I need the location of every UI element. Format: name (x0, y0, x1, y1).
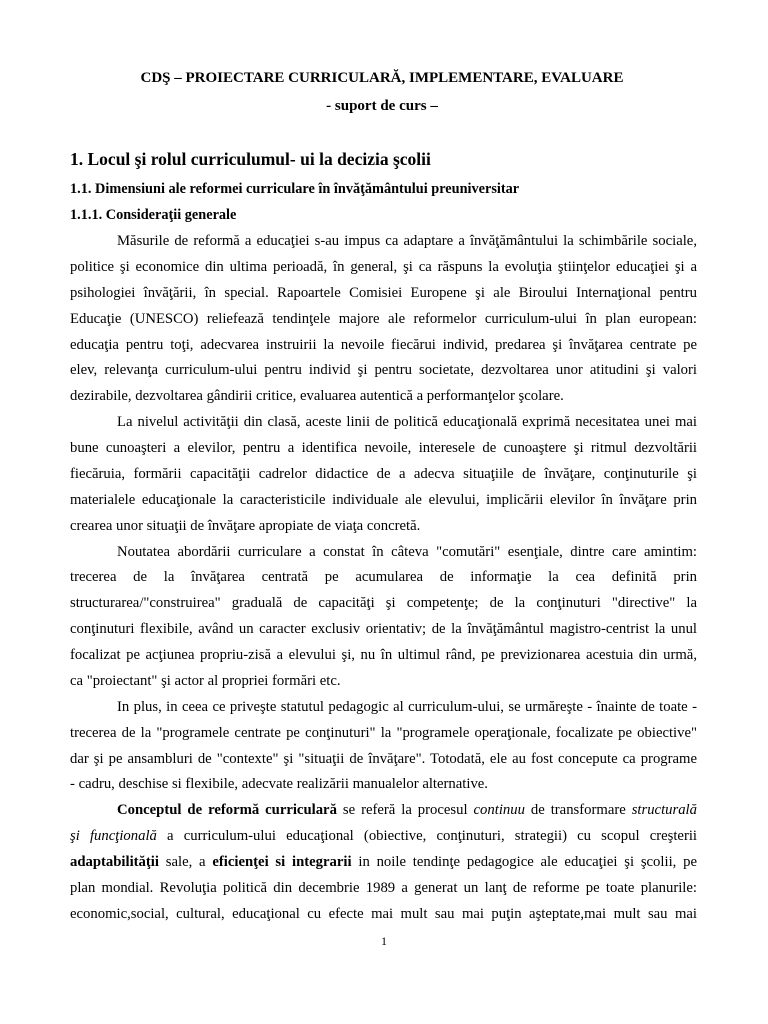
italic-text: şi funcţională (70, 828, 157, 845)
text-line (70, 436, 697, 462)
text-line (70, 772, 697, 798)
text-segment: Măsurile de reformă a educaţiei s-au impus ca adaptare a învăţământului la schimbările sociale, (117, 233, 697, 249)
text-segment: economic,social, cultural, educaţional cu efecte mai mult sau mai puţin aşteptate,mai mult sau mai (70, 905, 697, 922)
text-line (70, 747, 697, 773)
body-text (70, 229, 697, 928)
text-segment: In plus, in ceea ce priveşte statutul pedagogic al curriculum-ului, se urmăreşte - înainte de toate - (117, 698, 697, 715)
italic-text: continuu (473, 802, 525, 819)
text-line (70, 798, 697, 824)
text-segment: structurarea/"construirea" graduală de capacităţi şi competenţe; de la conţinuturi "directive" la (70, 595, 697, 612)
text-line (70, 462, 697, 488)
text-segment: a curriculum-ului educaţional (obiective, conţinuturi, strategii) cu scopul creşterii (156, 828, 697, 845)
text-segment: dezirabile, dezvoltarea gândirii critice, evaluarea autentică a performanţelor şcolare. (70, 388, 564, 405)
text-segment: focalizat pe acţiunea propriu-zisă a elevului şi, nu în ultimul rând, pe previzionarea acestuia din urmă, (70, 647, 697, 663)
text-line (70, 358, 697, 384)
text-line (70, 876, 697, 902)
text-segment: ca "proiectant" şi actor al propriei formări etc. (70, 672, 341, 689)
section-heading: 1. Locul şi rolul curriculumul- ui la decizia şcolii (70, 149, 431, 169)
text-line (70, 255, 697, 281)
text-line (70, 514, 697, 540)
text-segment: fiecăruia, formării capacităţii cadrelor didactice de a adecva situaţiile de învăţare, conţinuturile şi (70, 465, 697, 482)
text-line (70, 281, 697, 307)
text-segment: se referă la procesul (336, 802, 474, 819)
text-line (70, 333, 697, 359)
text-line (70, 824, 697, 850)
text-segment: bune cunoaşteri a elevilor, pentru a identifica nevoile, interesele de cunoaştere şi ritmul dezvoltării (70, 440, 697, 456)
text-line (70, 540, 697, 566)
paragraph (70, 229, 697, 410)
italic-text: structurală (631, 802, 697, 819)
text-segment: educaţia pentru toţi, adecvarea instruirii la nevoile fiecărui individ, predarea şi învăţarea centrate pe (70, 336, 697, 353)
document-subtitle: - suport de curs – (326, 98, 438, 114)
text-segment: plan mondial. Revoluţia politică din decembrie 1989 a generat un lanţ de reforme pe toate planurile: (70, 879, 697, 896)
text-line (70, 307, 697, 333)
subsection-heading: 1.1. Dimensiuni ale reformei curriculare în învăţământului preuniversitar (70, 181, 520, 197)
text-line (70, 850, 697, 876)
text-segment: crearea unor situaţii de învăţare apropiate de viaţa concretă. (70, 517, 421, 534)
text-line (70, 669, 697, 695)
text-segment: politice şi economice din ultima perioadă, în general, şi ca răspuns la evoluţia ştiinţelor educaţiei şi a (70, 258, 697, 275)
paragraph (70, 540, 697, 695)
paragraph (70, 410, 697, 539)
text-line (70, 721, 697, 747)
text-segment: Noutatea abordării curriculare a constat în câteva "comutări" esenţiale, dintre care amintim: (117, 543, 697, 560)
text-line (70, 643, 697, 669)
text-line (70, 229, 697, 255)
text-segment: sale, a (158, 854, 213, 870)
bold-text: eficienţei si integrarii (212, 854, 352, 870)
text-line (70, 902, 697, 928)
bold-text: adaptabilităţii (70, 854, 159, 870)
text-line (70, 565, 697, 591)
text-line (70, 410, 697, 436)
text-segment: dar şi pe ansambluri de "contexte" şi "situaţii de învăţare". Totodată, ele au fost concepute ca programe (70, 750, 697, 767)
text-line (70, 617, 697, 643)
text-segment: La nivelul activităţii din clasă, aceste linii de politică educaţională exprimă necesitatea unei mai (117, 414, 697, 431)
text-line (70, 695, 697, 721)
subsubsection-heading: 1.1.1. Consideraţii generale (70, 207, 237, 223)
paragraph (70, 798, 697, 927)
page-number: 1 (381, 934, 387, 948)
text-segment: materialele educaţionale la caracteristicile individuale ale elevului, implicării elevilor în învăţare prin (70, 491, 697, 508)
text-segment: - cadru, deschise si flexibile, adecvate realizării manualelor alternative. (70, 776, 488, 793)
text-segment: elev, relevanţa curriculum-ului pentru individ şi pentru societate, dezvoltarea unor atitudini şi valori (70, 362, 697, 379)
text-segment: trecerea de la învăţarea centrată pe acumularea de informaţie la cea definită prin (70, 569, 697, 586)
text-segment: conţinuturi flexibile, având un caracter exclusiv orientativ; de la învăţământul magistro-centrist la unul (70, 621, 697, 638)
text-line (70, 591, 697, 617)
bold-text: Conceptul de reformă curriculară (117, 802, 337, 819)
text-segment: de transformare (524, 802, 632, 819)
text-segment: in noile tendinţe pedagogice ale educaţiei şi şcolii, pe (351, 854, 697, 870)
text-line (70, 384, 697, 410)
text-segment: trecerea de la "programele centrate pe conţinuturi" la "programele operaţionale, focalizate pe obiective" (70, 724, 697, 741)
document-title: CDŞ – PROIECTARE CURRICULARĂ, IMPLEMENTARE, EVALUARE (140, 70, 624, 86)
text-segment: Educaţie (UNESCO) reliefează tendinţele majore ale reformelor curriculum-ului în plan european: (70, 310, 697, 327)
text-segment: psihologiei învăţării, în special. Rapoartele Comisiei Europene şi ale Biroului Internaţional pentru (70, 284, 697, 301)
text-line (70, 488, 697, 514)
paragraph (70, 695, 697, 799)
